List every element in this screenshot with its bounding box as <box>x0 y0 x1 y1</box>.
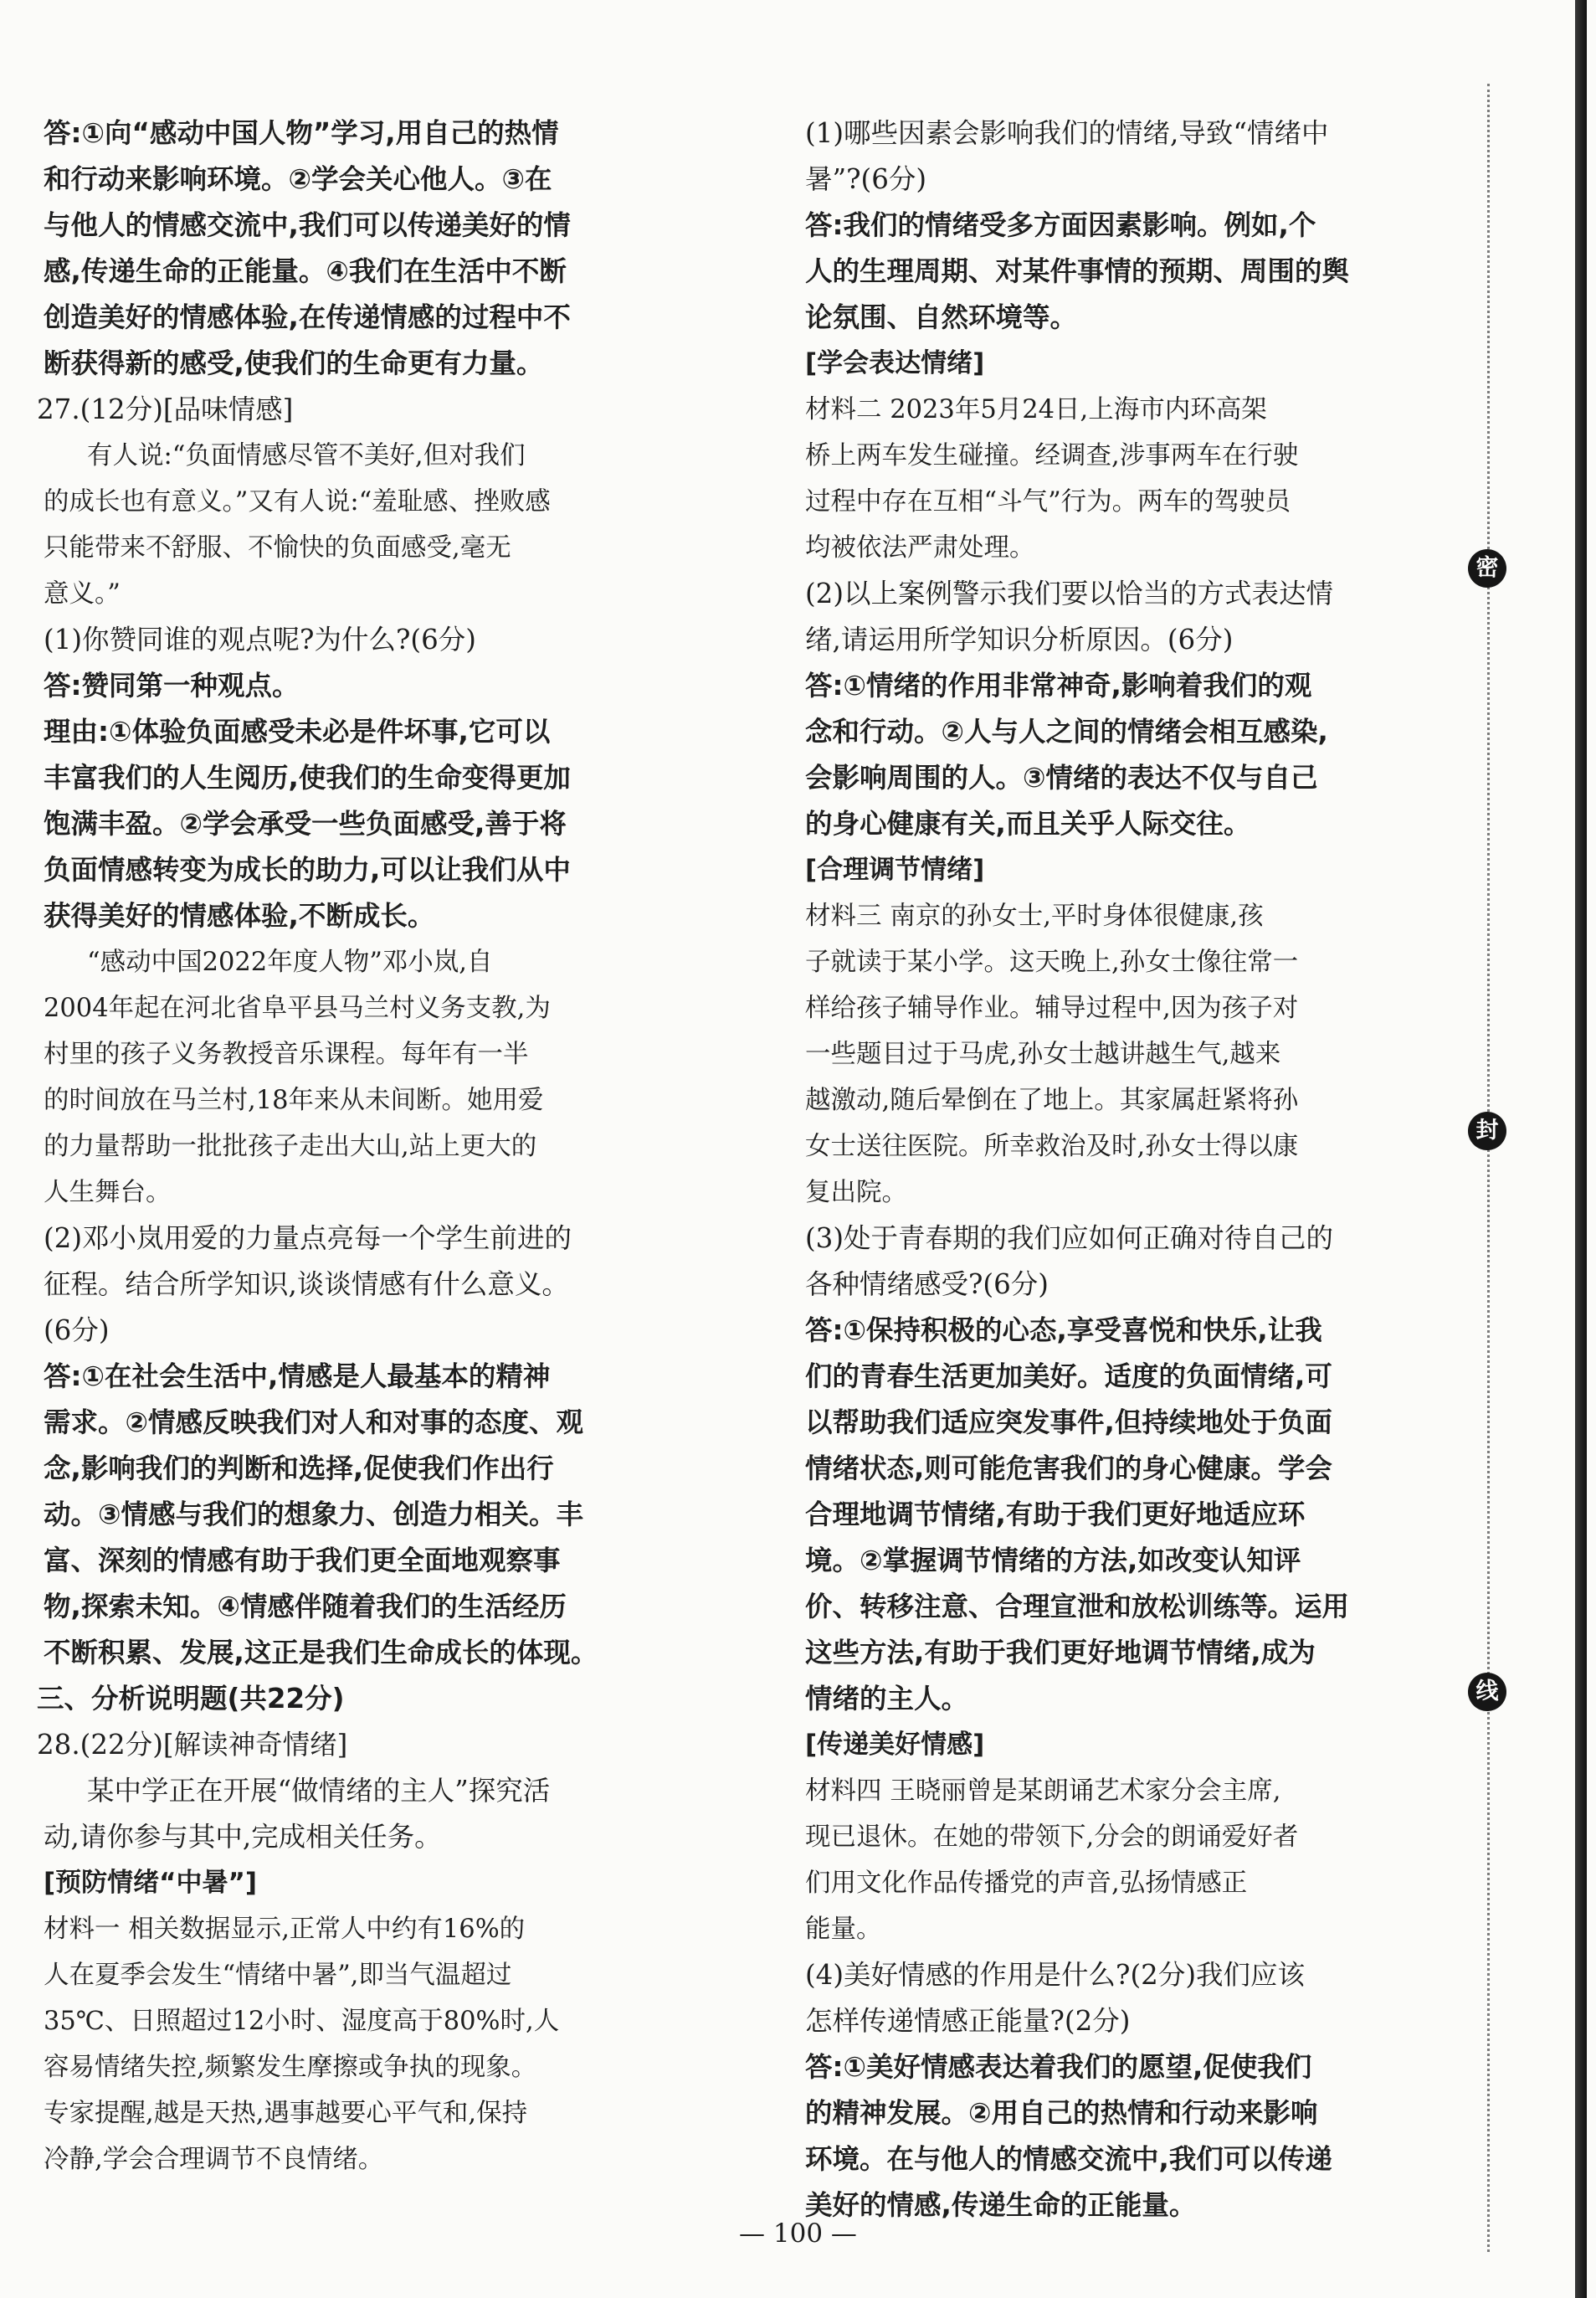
answer-line: 丰富我们的人生阅历,使我们的生命变得更加 <box>44 762 571 794</box>
answer-line: 不断积累、发展,这正是我们生命成长的体现。 <box>44 1637 598 1668</box>
question-text: (1)你赞同谁的观点呢?为什么?(6分) <box>44 624 476 655</box>
answer-line: 负面情感转变为成长的助力,可以让我们从中 <box>44 854 571 886</box>
material-line: 越激动,随后晕倒在了地上。其家属赶紧将孙 <box>805 1086 1299 1115</box>
answer-line: 断获得新的感受,使我们的生命更有力量。 <box>44 347 544 379</box>
binding-dotted-line <box>1487 84 1490 2252</box>
material-line: 2004年起在河北省阜平县马兰村义务支教,为 <box>44 994 551 1023</box>
answer-line: 情绪的主人。 <box>805 1683 969 1715</box>
page-edge-shadow <box>1575 0 1587 2298</box>
answer-line: 答:①保持积极的心态,享受喜悦和快乐,让我 <box>805 1314 1322 1346</box>
answer-line: 的精神发展。②用自己的热情和行动来影响 <box>805 2097 1318 2129</box>
material-line: 材料一 相关数据显示,正常人中约有16%的 <box>44 1915 526 1944</box>
answer-line: 理由:①体验负面感受未必是件坏事,它可以 <box>44 716 551 748</box>
question-text: 各种情绪感受?(6分) <box>805 1268 1049 1300</box>
answer-line: 富、深刻的情感有助于我们更全面地观察事 <box>44 1545 561 1576</box>
question-text: (1)哪些因素会影响我们的情绪,导致“情绪中 <box>805 117 1329 149</box>
answer-line: 会影响周围的人。③情绪的表达不仅与自己 <box>805 762 1318 794</box>
answer-line: 答:赞同第一种观点。 <box>44 670 300 702</box>
seal-mark-mi: 密 <box>1468 549 1506 588</box>
question-text: (6分) <box>44 1314 110 1346</box>
material-line: “感动中国2022年度人物”邓小岚,自 <box>87 948 493 977</box>
material-line: 人生舞台。 <box>44 1178 172 1207</box>
material-line: 意义。” <box>44 579 121 609</box>
subsection-tag: [学会表达情绪] <box>805 348 985 378</box>
material-line: 冷静,学会合理调节不良情绪。 <box>44 2145 384 2174</box>
subsection-tag: [预防情绪“中暑”] <box>44 1868 258 1898</box>
material-line: 的时间放在马兰村,18年来从未间断。她用爱 <box>44 1086 544 1115</box>
material-line: 村里的孩子义务教授音乐课程。每年有一半 <box>44 1040 529 1069</box>
answer-line: 的身心健康有关,而且关乎人际交往。 <box>805 808 1251 840</box>
answer-line: 境。②掌握调节情绪的方法,如改变认知评 <box>805 1545 1301 1576</box>
answer-line: 环境。在与他人的情感交流中,我们可以传递 <box>805 2143 1332 2175</box>
question-text: (2)以上案例警示我们要以恰当的方式表达情 <box>805 578 1334 609</box>
answer-line: 这些方法,有助于我们更好地调节情绪,成为 <box>805 1637 1316 1668</box>
question-text: 怎样传递情感正能量?(2分) <box>805 2005 1131 2037</box>
subsection-tag: [合理调节情绪] <box>805 855 985 885</box>
material-line: 能量。 <box>805 1915 882 1944</box>
material-line: 的力量帮助一批批孩子走出大山,站上更大的 <box>44 1132 537 1161</box>
answer-line: 答:①在社会生活中,情感是人最基本的精神 <box>44 1360 551 1392</box>
material-line: 们用文化作品传播党的声音,弘扬情感正 <box>805 1869 1248 1898</box>
answer-line: 和行动来影响环境。②学会关心他人。③在 <box>44 163 552 195</box>
seal-mark-feng: 封 <box>1468 1112 1506 1150</box>
answer-line: 答:①美好情感表达着我们的愿望,促使我们 <box>805 2051 1312 2083</box>
question-text: (3)处于青春期的我们应如何正确对待自己的 <box>805 1222 1334 1254</box>
answer-line: 价、转移注意、合理宣泄和放松训练等。运用 <box>805 1591 1350 1622</box>
answer-line: 们的青春生活更加美好。适度的负面情绪,可 <box>805 1360 1332 1392</box>
material-line: 容易情绪失控,频繁发生摩擦或争执的现象。 <box>44 2053 537 2082</box>
question-text: 征程。结合所学知识,谈谈情感有什么意义。 <box>44 1268 569 1300</box>
question-text: (4)美好情感的作用是什么?(2分)我们应该 <box>805 1959 1305 1991</box>
answer-line: 物,探索未知。④情感伴随着我们的生活经历 <box>44 1591 567 1622</box>
answer-line: 念和行动。②人与人之间的情绪会相互感染, <box>805 716 1328 748</box>
material-line: 35℃、日照超过12小时、湿度高于80%时,人 <box>44 2007 560 2036</box>
seal-mark-xian: 线 <box>1468 1673 1506 1711</box>
question-27-heading: 27.(12分)[品味情感] <box>37 393 294 425</box>
material-line: 过程中存在互相“斗气”行为。两车的驾驶员 <box>805 487 1291 517</box>
question-text: 某中学正在开展“做情绪的主人”探究活 <box>87 1775 551 1807</box>
material-line: 材料二 2023年5月24日,上海市内环高架 <box>805 395 1267 424</box>
answer-line: 感,传递生命的正能量。④我们在生活中不断 <box>44 255 567 287</box>
material-line: 复出院。 <box>805 1178 907 1207</box>
material-line: 样给孩子辅导作业。辅导过程中,因为孩子对 <box>805 994 1299 1023</box>
answer-line: 饱满丰盈。②学会承受一些负面感受,善于将 <box>44 808 567 840</box>
answer-line: 情绪状态,则可能危害我们的身心健康。学会 <box>805 1452 1332 1484</box>
answer-line: 合理地调节情绪,有助于我们更好地适应环 <box>805 1499 1306 1530</box>
material-line: 一些题目过于马虎,孙女士越讲越生气,越来 <box>805 1040 1281 1069</box>
material-line: 现已退休。在她的带领下,分会的朗诵爱好者 <box>805 1822 1299 1852</box>
material-line: 女士送往医院。所幸救治及时,孙女士得以康 <box>805 1132 1299 1161</box>
question-text: 绪,请运用所学知识分析原因。(6分) <box>805 624 1234 655</box>
section-heading: 三、分析说明题(共22分) <box>37 1683 345 1715</box>
question-text: 暑”?(6分) <box>805 163 927 195</box>
answer-line: 美好的情感,传递生命的正能量。 <box>805 2189 1197 2221</box>
answer-line: 答:①情绪的作用非常神奇,影响着我们的观 <box>805 670 1312 702</box>
material-line: 材料三 南京的孙女士,平时身体很健康,孩 <box>805 902 1264 931</box>
answer-line: 需求。②情感反映我们对人和对事的态度、观 <box>44 1406 584 1438</box>
material-line: 专家提醒,越是天热,遇事越要心平气和,保持 <box>44 2099 528 2128</box>
material-line: 子就读于某小学。这天晚上,孙女士像往常一 <box>805 948 1299 977</box>
answer-line: 创造美好的情感体验,在传递情感的过程中不 <box>44 301 571 333</box>
answer-line: 获得美好的情感体验,不断成长。 <box>44 900 435 932</box>
answer-line: 答:我们的情绪受多方面因素影响。例如,个 <box>805 209 1316 241</box>
left-column <box>37 111 686 2182</box>
material-line: 材料四 王晓丽曾是某朗诵艺术家分会主席, <box>805 1776 1281 1806</box>
right-column <box>805 111 1414 2229</box>
subsection-tag: [传递美好情感] <box>805 1730 985 1760</box>
answer-line: 论氛围、自然环境等。 <box>805 301 1078 333</box>
answer-line: 以帮助我们适应突发事件,但持续地处于负面 <box>805 1406 1332 1438</box>
question-28-heading: 28.(22分)[解读神奇情绪] <box>37 1729 348 1761</box>
material-line: 人在夏季会发生“情绪中暑”,即当气温超过 <box>44 1961 512 1990</box>
question-text: 动,请你参与其中,完成相关任务。 <box>44 1821 442 1853</box>
material-line: 有人说:“负面情感尽管不美好,但对我们 <box>87 441 526 470</box>
question-text: (2)邓小岚用爱的力量点亮每一个学生前进的 <box>44 1222 572 1254</box>
answer-line: 念,影响我们的判断和选择,促使我们作出行 <box>44 1452 554 1484</box>
answer-line: 动。③情感与我们的想象力、创造力相关。丰 <box>44 1499 584 1530</box>
answer-line: 与他人的情感交流中,我们可以传递美好的情 <box>44 209 571 241</box>
material-line: 只能带来不舒服、不愉快的负面感受,毫无 <box>44 533 511 563</box>
answer-line: 答:①向“感动中国人物”学习,用自己的热情 <box>44 117 559 149</box>
material-line: 均被依法严肃处理。 <box>805 533 1035 563</box>
page-number: — 100 — <box>739 2218 857 2249</box>
answer-line: 人的生理周期、对某件事情的预期、周围的舆 <box>805 255 1350 287</box>
material-line: 的成长也有意义。”又有人说:“羞耻感、挫败感 <box>44 487 551 517</box>
material-line: 桥上两车发生碰撞。经调查,涉事两车在行驶 <box>805 441 1299 470</box>
